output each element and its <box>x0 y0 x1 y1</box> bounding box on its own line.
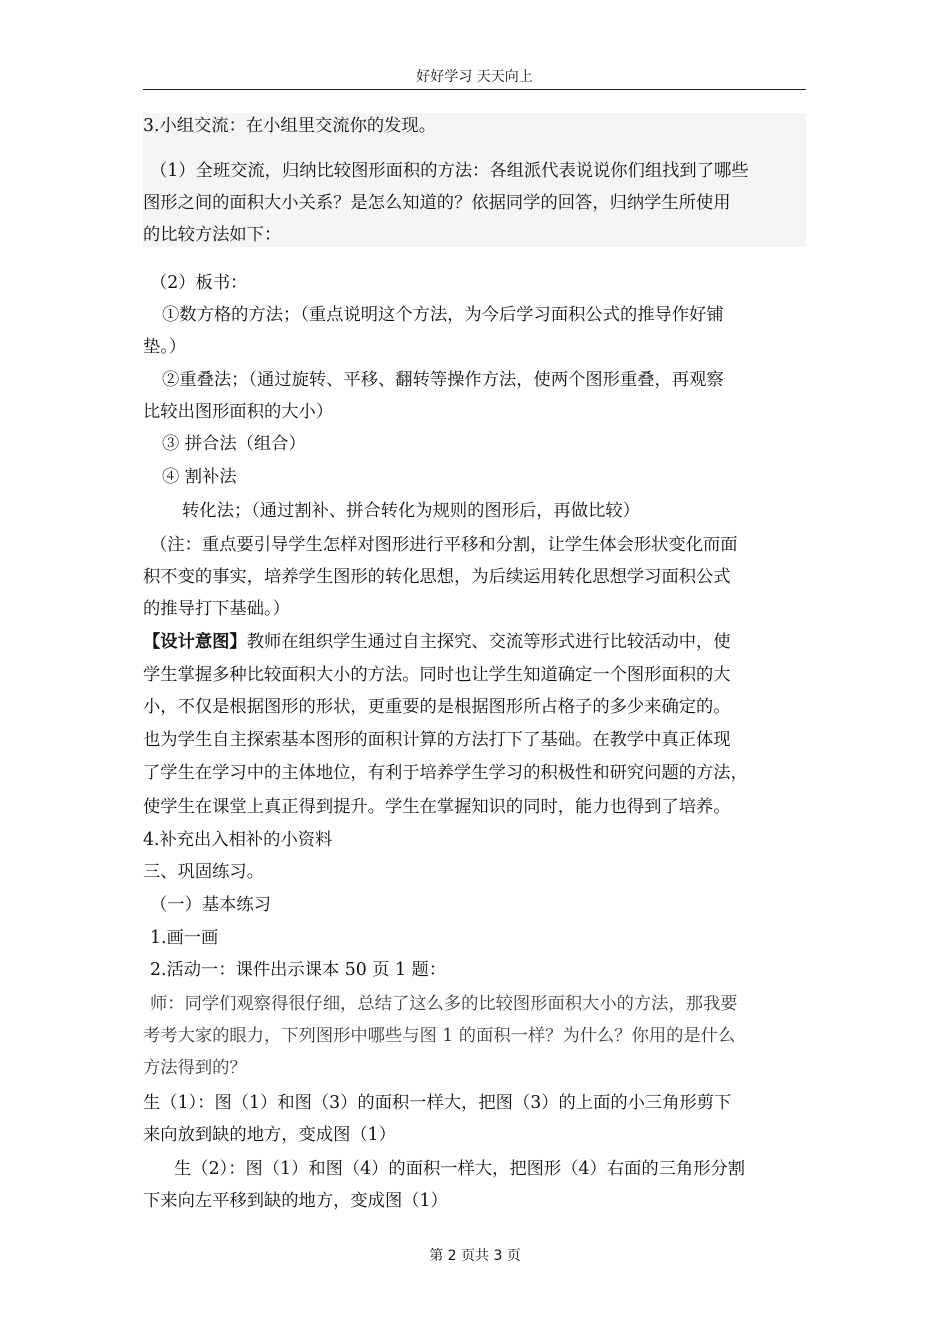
text-line: ③ 拼合法（组合） <box>162 434 306 454</box>
text-line: 生（2）：图（1）和图（4）的面积一样大，把图形（4）右面的三角形分割 <box>174 1159 746 1179</box>
text-line: 小，不仅是根据图形的形状，更重要的是根据图形所占格子的多少来确定的。 <box>143 697 731 717</box>
text-line: 了学生在学习中的主体地位，有利于培养学生学习的积极性和研究问题的方法， <box>143 763 748 783</box>
text-line: 下来向左平移到缺的地方，变成图（1） <box>143 1191 448 1211</box>
text-line: 积不变的事实，培养学生图形的转化思想，为后续运用转化思想学习面积公式 <box>143 567 731 587</box>
design-intent-line <box>143 629 731 655</box>
text-line: 使学生在课堂上真正得到提升。学生在掌握知识的同时，能力也得到了培养。 <box>143 797 731 817</box>
text-line: 4.补充出入相补的小资料 <box>143 830 333 850</box>
text-line: 生（1）：图（1）和图（3）的面积一样大，把图（3）的上面的小三角形剪下 <box>143 1093 732 1113</box>
header-rule <box>143 89 806 90</box>
text-line: 图形之间的面积大小关系？是怎么知道的？依据同学的回答，归纳学生所使用 <box>143 193 731 213</box>
text-line: 也为学生自主探索基本图形的面积计算的方法打下了基础。在教学中真正体现 <box>143 730 731 750</box>
text-line: 师：同学们观察得很仔细，总结了这么多的比较图形面积大小的方法，那我要 <box>150 994 738 1014</box>
text-line: 考考大家的眼力，下列图形中哪些与图 1 的面积一样？为什么？你用的是什么 <box>143 1026 736 1046</box>
design-intent-label: 【设计意图】 <box>143 632 247 652</box>
text-line: 方法得到的？ <box>143 1058 247 1078</box>
text-line: （1）全班交流，归纳比较图形面积的方法：各组派代表说说你们组找到了哪些 <box>150 161 749 181</box>
text-line: （注：重点要引导学生怎样对图形进行平移和分割，让学生体会形状变化而面 <box>150 535 738 555</box>
text-line: ①数方格的方法；（重点说明这个方法，为今后学习面积公式的推导作好铺 <box>162 305 724 325</box>
text-line: 来向放到缺的地方，变成图（1） <box>143 1125 396 1145</box>
text-line: ②重叠法；（通过旋转、平移、翻转等操作方法，使两个图形重叠，再观察 <box>162 370 724 390</box>
page-footer: 第 2 页共 3 页 <box>429 1248 521 1264</box>
page-header: 好好学习 天天向上 <box>416 69 533 85</box>
text-line: 1.画一画 <box>150 928 219 948</box>
text-line: （一）基本练习 <box>150 895 271 915</box>
text-line: ④ 割补法 <box>162 467 237 487</box>
text-line: 的比较方法如下： <box>143 225 282 245</box>
text-line: 转化法；（通过割补、拼合转化为规则的图形后，再做比较） <box>182 501 640 521</box>
text-line: 比较出图形面积的大小） <box>143 402 334 422</box>
text-line: （2）板书： <box>150 273 248 293</box>
text-line: 三、巩固练习。 <box>143 862 264 882</box>
text-line: 的推导打下基础。） <box>143 599 290 619</box>
text-line: 2.活动一：课件出示课本 50 页 1 题： <box>150 960 447 980</box>
text-line: 垫。） <box>143 337 187 357</box>
text-line: 学生掌握多种比较面积大小的方法。同时也让学生知道确定一个图形面积的大 <box>143 665 731 685</box>
text-line: 3.小组交流：在小组里交流你的发现。 <box>143 116 436 136</box>
design-intent-text: 教师在组织学生通过自主探究、交流等形式进行比较活动中，使 <box>246 632 731 652</box>
